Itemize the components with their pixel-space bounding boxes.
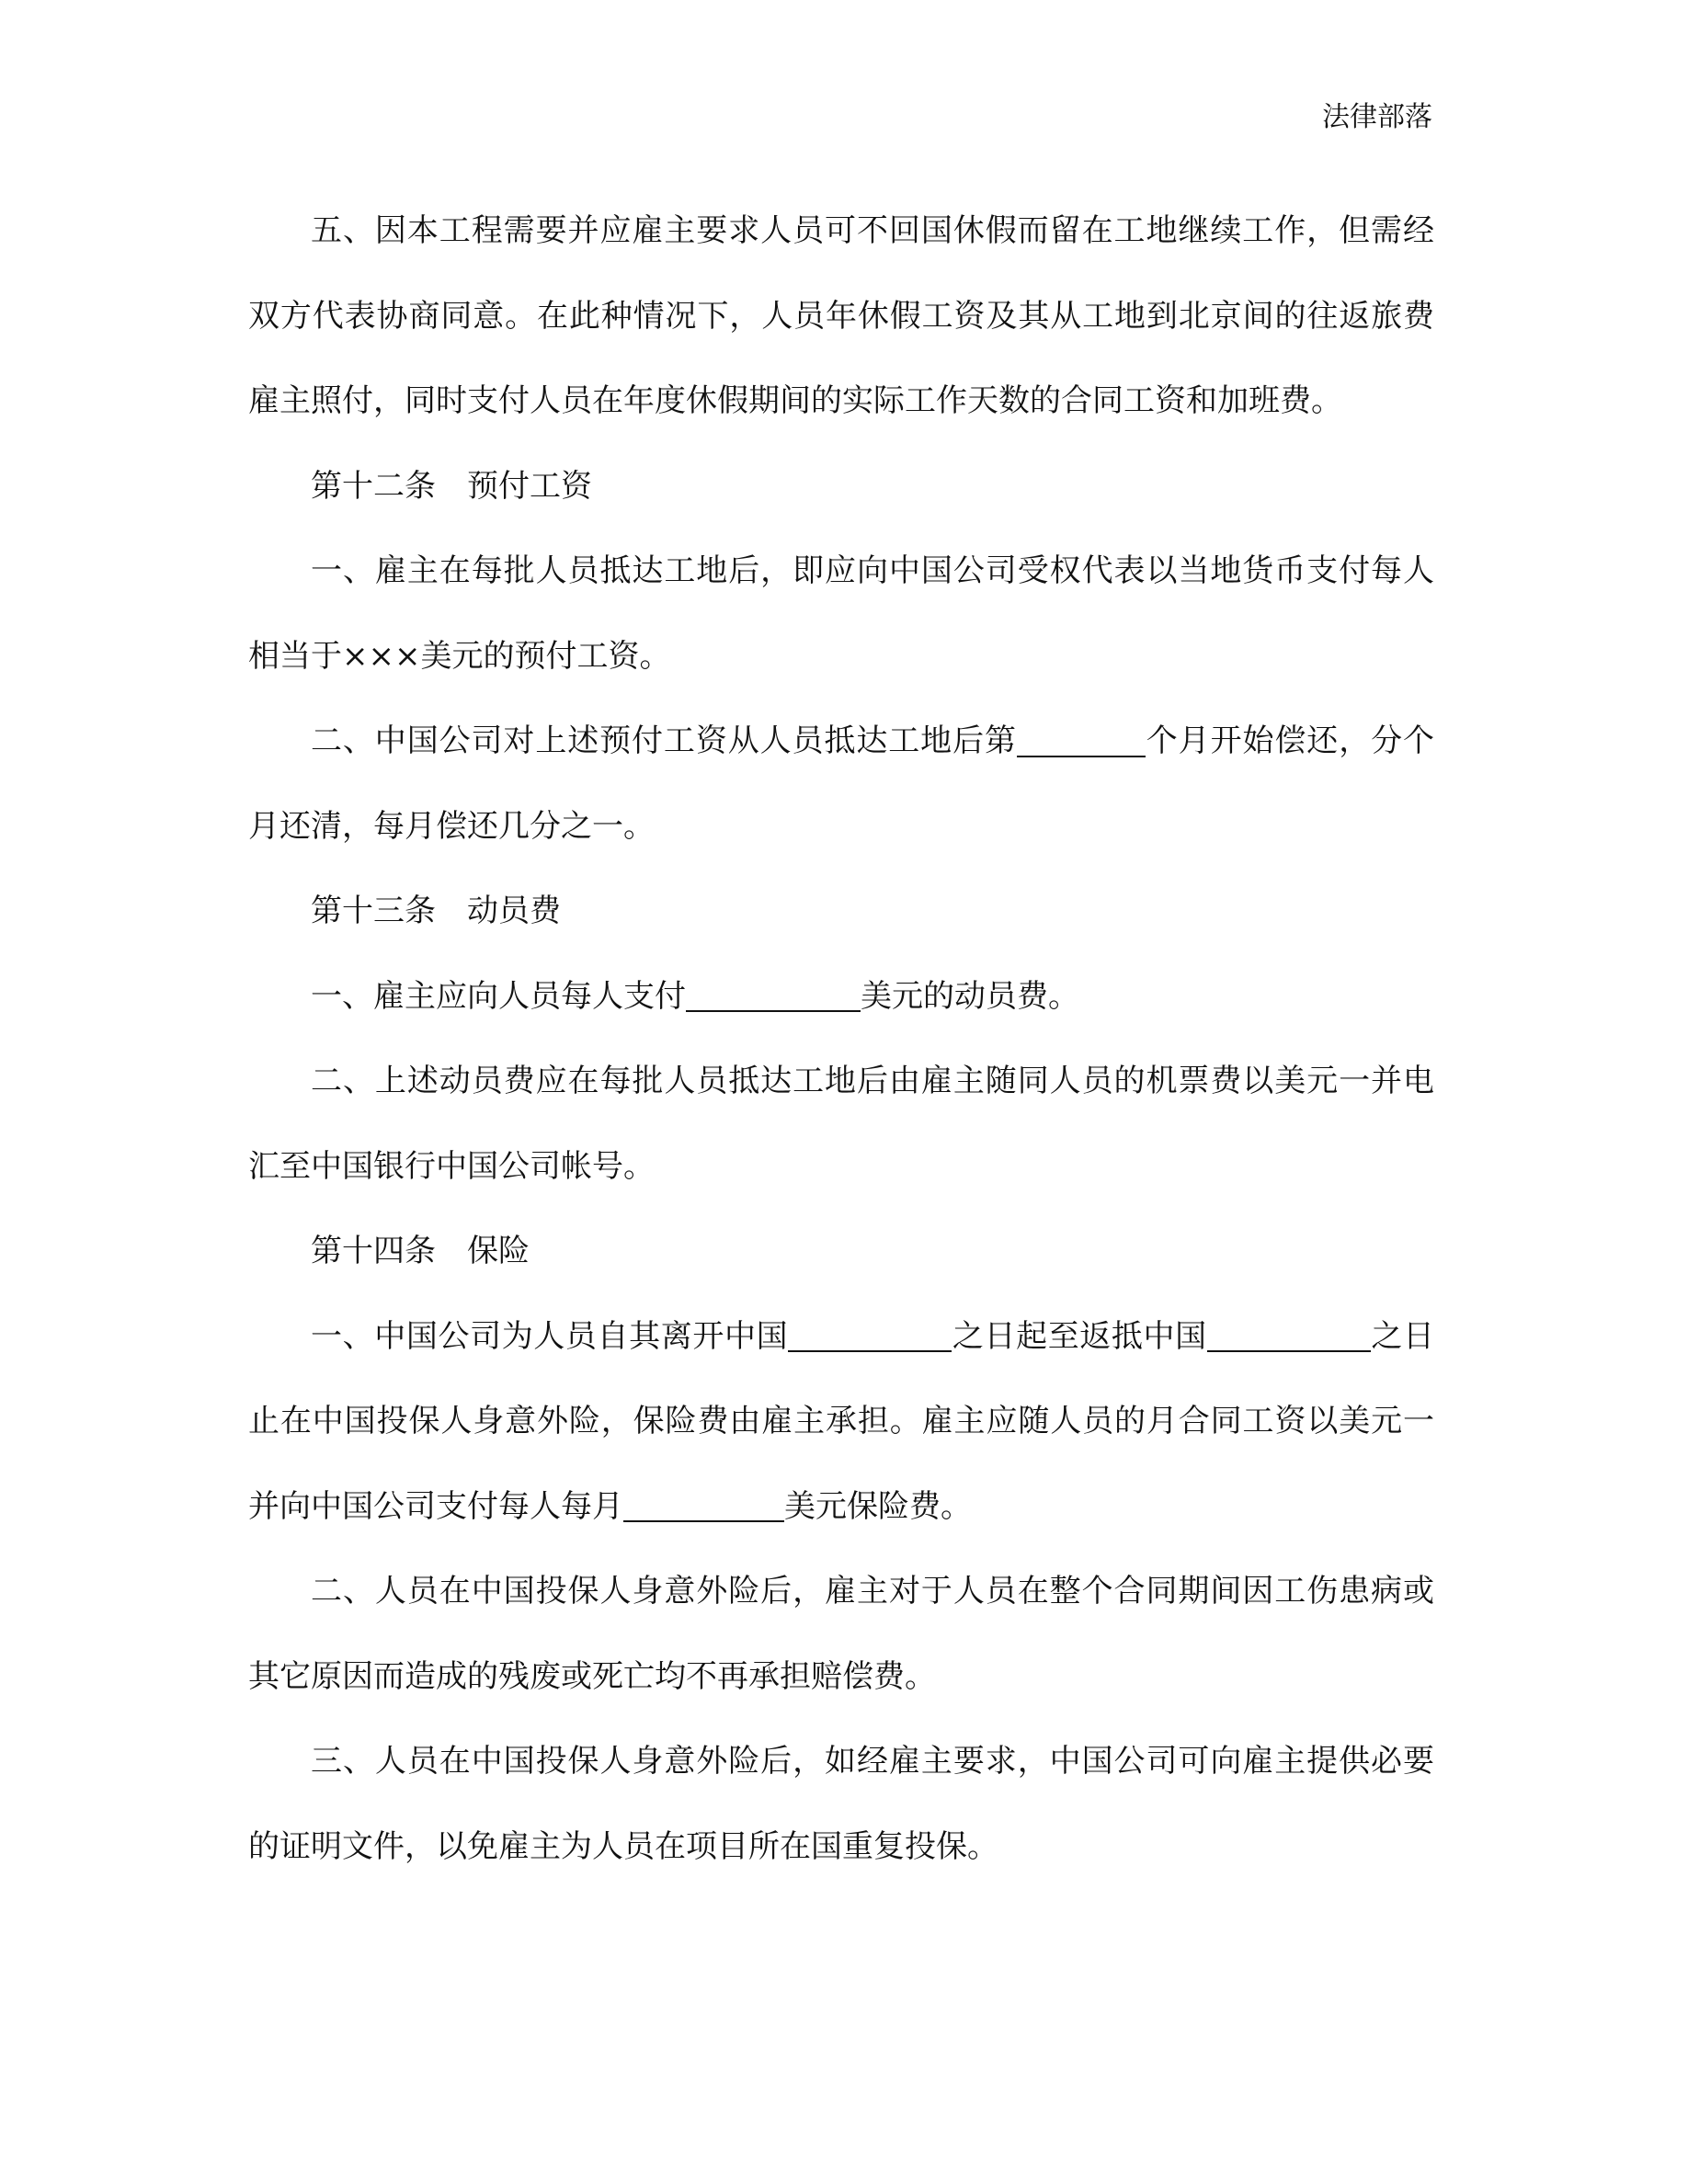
blank-amount-field <box>686 978 861 1013</box>
page-header: 法律部落 <box>1322 101 1432 133</box>
paragraph-repayment <box>248 699 1434 869</box>
paragraph-certificate: 三、人员在中国投保人身意外险后，如经雇主要求，中国公司可向雇主提供必要的证明文件，以免雇主为人员在项目所在国重复投保。 <box>248 1743 1434 1865</box>
blank-month-field <box>1017 722 1146 757</box>
repayment-text-start: 二、中国公司对上述预付工资从人员抵达工地后第 <box>311 722 1017 759</box>
article-13-heading: 第十三条 动员费 <box>311 893 561 929</box>
blank-departure-field <box>788 1318 952 1353</box>
insurance-text-c: 之日止在中国投保人身意外险，保险费由雇主承担。雇主应随人员的月合同工资以美元一并向中国公司支付每人每月 <box>248 1317 1435 1525</box>
paragraph-advance-payment: 一、雇主在每批人员抵达工地后，即应向中国公司受权代表以当地货币支付每人相当于×××美元的预付工资。 <box>248 552 1434 675</box>
paragraph-compensation: 二、人员在中国投保人身意外险后，雇主对于人员在整个合同期间因工伤患病或其它原因而造成的残废或死亡均不再承担赔偿费。 <box>248 1573 1434 1695</box>
paragraph-annual-leave: 五、因本工程需要并应雇主要求人员可不回国休假而留在工地继续工作，但需经双方代表协商同意。在此种情况下，人员年休假工资及其从工地到北京间的往返旅费雇主照付，同时支付人员在年度休假期间的实际工作天数的合同工资和加班费。 <box>248 212 1434 419</box>
blank-return-field <box>1207 1318 1371 1353</box>
article-14-heading: 第十四条 保险 <box>311 1233 530 1269</box>
insurance-text-d: 美元保险费。 <box>784 1487 972 1525</box>
insurance-text-b: 之日起至返抵中国 <box>952 1317 1207 1355</box>
repayment-text-end: 个月开始偿还，分个月还清，每月偿还几分之一。 <box>248 722 1435 845</box>
blank-premium-field <box>623 1488 784 1523</box>
mobilization-text-start: 一、雇主应向人员每人支付 <box>311 977 686 1015</box>
paragraph-insurance <box>248 1294 1434 1550</box>
article-12-heading: 第十二条 预付工资 <box>311 467 592 505</box>
insurance-text-a: 一、中国公司为人员自其离开中国 <box>311 1317 789 1355</box>
mobilization-text-end: 美元的动员费。 <box>861 977 1079 1015</box>
paragraph-mobilization-fee <box>248 954 1434 1040</box>
paragraph-wire-transfer: 二、上述动员费应在每批人员抵达工地后由雇主随同人员的机票费以美元一并电汇至中国银行中国公司帐号。 <box>248 1063 1434 1185</box>
document-body <box>248 188 1434 1889</box>
